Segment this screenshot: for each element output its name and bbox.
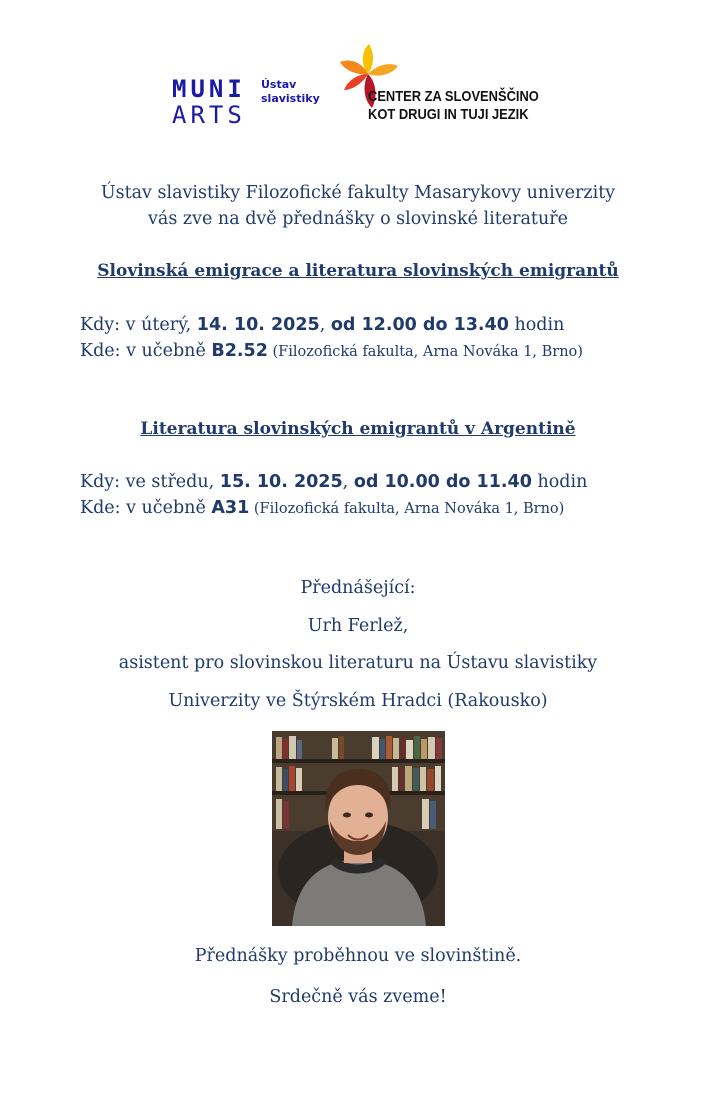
lecture-1-sep: ,: [319, 315, 331, 335]
language-note: Přednášky proběhnou ve slovinštině.: [194, 946, 522, 966]
header-logos: [0, 0, 716, 150]
lecture-1-time: od 12.00 do 13.40: [330, 315, 509, 335]
center-logo-line1: CENTER ZA SLOVENŠČINO: [368, 88, 539, 105]
speaker-role: asistent pro slovinskou literaturu na Ústavu slavistiky: [118, 653, 598, 673]
lecture-2-time: od 10.00 do 11.40: [353, 472, 532, 492]
ustav-slavistiky-logo: [261, 78, 320, 106]
lecture-2-where-prefix: Kde: v učebně: [80, 498, 212, 518]
lecture-1-when: [80, 312, 564, 338]
photo-eye: [365, 813, 373, 818]
lecture-1-where: [80, 338, 583, 365]
ustav-logo-line1: Ústav: [261, 78, 297, 91]
invite: Srdečně vás zveme!: [269, 987, 447, 1007]
lecture-1-when-suffix: hodin: [508, 315, 565, 335]
lecture-1-where-prefix: Kde: v učebně: [80, 341, 212, 361]
intro: [0, 180, 716, 232]
speaker-label: Přednášející:: [300, 578, 416, 598]
speaker-affiliation: Univerzity ve Štýrském Hradci (Rakousko): [168, 690, 548, 711]
lecture-2-title: Literatura slovinských emigrantů v Argentině: [140, 419, 576, 439]
muni-logo-text: MUNI: [172, 75, 246, 103]
speaker-photo: [272, 731, 445, 926]
speaker-block: [0, 570, 716, 720]
lecture-1-place: (Filozofická fakulta, Arna Nováka 1, Brno): [267, 344, 583, 360]
lecture-2-place: (Filozofická fakulta, Arna Nováka 1, Brno): [249, 501, 565, 517]
photo-eye: [343, 813, 351, 818]
lecture-2-when: [80, 469, 587, 495]
lecture-2-when-suffix: hodin: [531, 472, 588, 492]
intro-line2: vás zve na dvě přednášky o slovinské literatuře: [148, 209, 568, 229]
ustav-logo-line2: slavistiky: [261, 92, 320, 105]
lecture-1-title: Slovinská emigrace a literatura slovinských emigrantů: [97, 261, 619, 281]
lecture-2-room: A31: [211, 498, 250, 518]
lecture-1-when-prefix: Kdy: v úterý,: [80, 315, 197, 335]
intro-line1: Ústav slavistiky Filozofické fakulty Masarykovy univerzity: [100, 183, 616, 203]
flower-petal-red: [344, 74, 368, 90]
photo-shelf-board: [272, 759, 445, 763]
lecture-1-room: B2.52: [211, 341, 268, 361]
muni-arts-logo: [172, 76, 262, 132]
lecture-2-sep: ,: [342, 472, 354, 492]
lecture-2-date: 15. 10. 2025: [219, 472, 343, 492]
speaker-name: Urh Ferlež,: [307, 615, 409, 636]
lecture-2-when-prefix: Kdy: ve středu,: [80, 472, 220, 492]
arts-logo-text: ARTS: [172, 101, 246, 129]
center-logo-line2: KOT DRUGI IN TUJI JEZIK: [368, 106, 529, 123]
lecture-2-where: [80, 495, 564, 522]
lecture-1-date: 14. 10. 2025: [196, 315, 320, 335]
center-slovenscino-logo: [368, 88, 539, 124]
flower-petal-amber: [368, 64, 398, 76]
